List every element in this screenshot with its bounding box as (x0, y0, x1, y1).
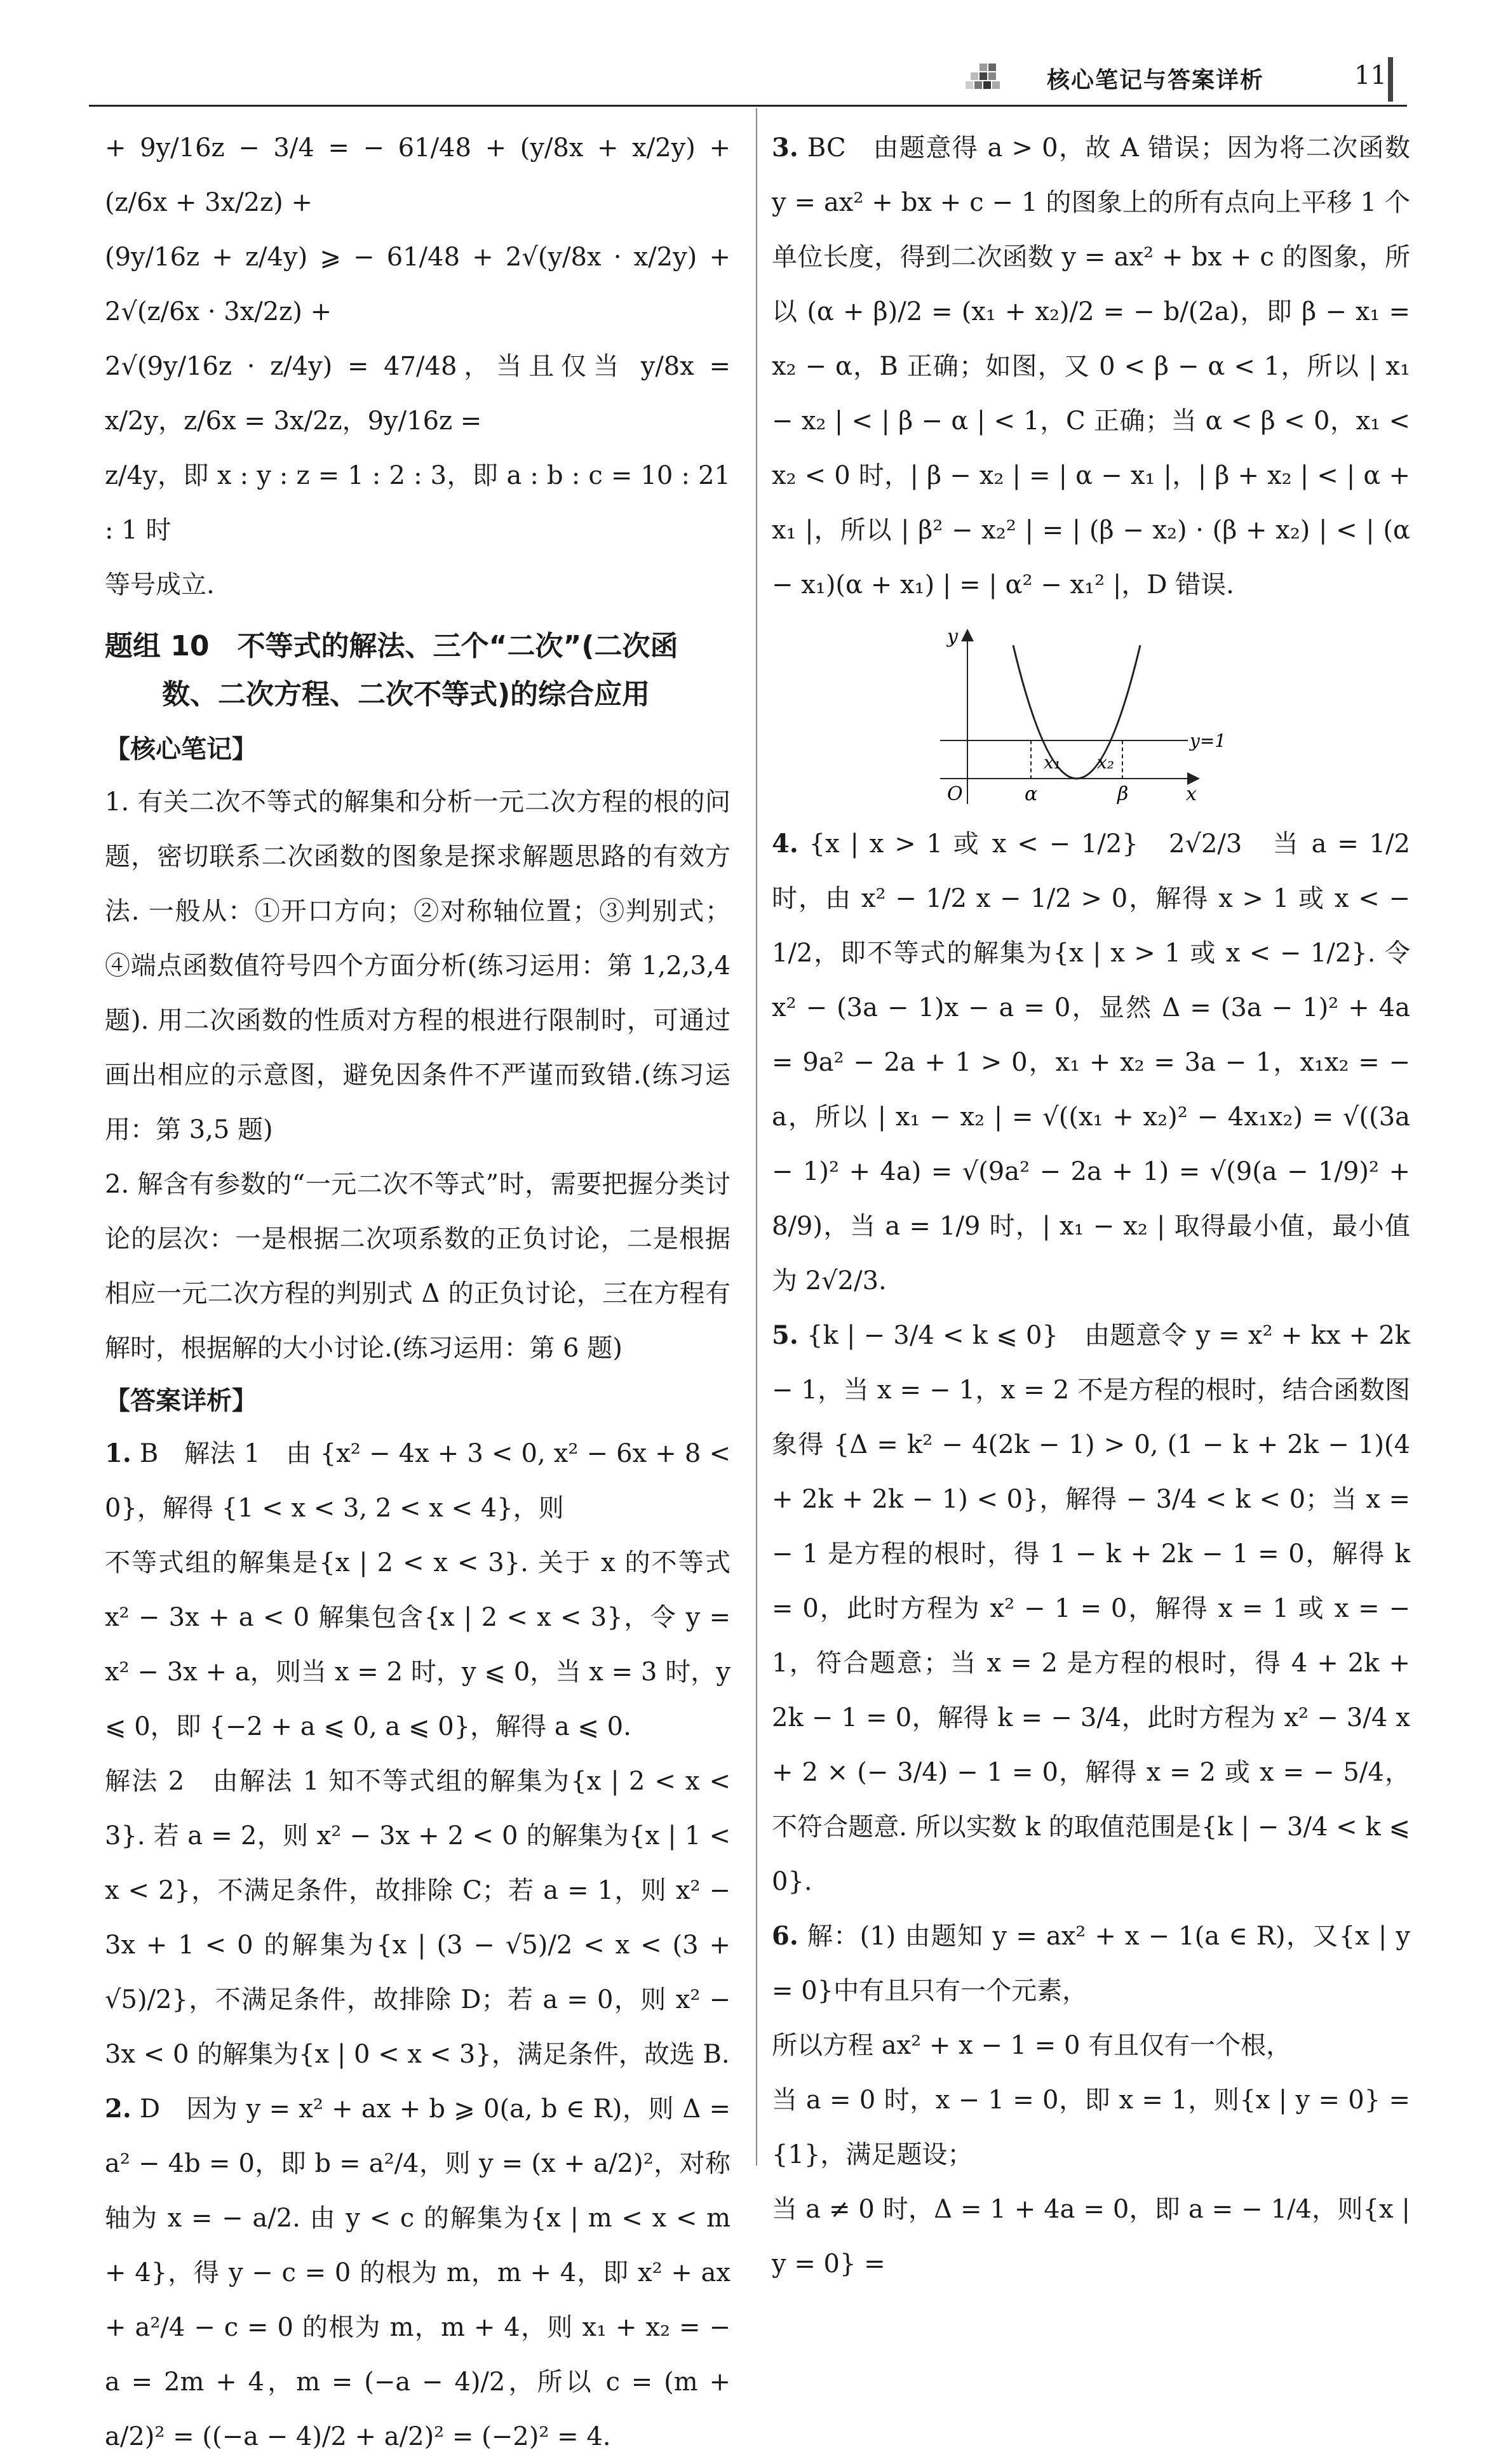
answer-item (105, 2082, 730, 2464)
page-number: 11 (1354, 61, 1387, 90)
answer-item (105, 1426, 730, 1536)
parabola-graph (931, 620, 1227, 810)
header-bar (1388, 57, 1393, 102)
header-rule (89, 105, 1407, 107)
text-line: z/4y，即 x : y : z = 1 : 2 : 3，即 a : b : c = 10 : 21 : 1 时 (105, 461, 730, 545)
answers-heading: 【答案详析】 (105, 1386, 257, 1416)
section-title-line: 题组 10 不等式的解法、三个“二次”(二次函 (105, 630, 678, 662)
x1-label: x₁ (1044, 752, 1061, 773)
question-number: 2. (105, 2094, 131, 2124)
parabola-curve (1013, 645, 1140, 779)
answer-item (772, 121, 1410, 612)
answer-text: B 解法 1 由 {x² − 4x + 3 < 0, x² − 6x + 8 < 0}，解得 {1 < x < 3, 2 < x < 4}，则 (105, 1439, 730, 1523)
header-title: 核心笔记与答案详析 (1047, 67, 1265, 93)
answer-text: {x | x > 1 或 x < − 1/2} 2√2/3 当 a = 1/2 时，由 x² − 1/2 x − 1/2 > 0，解得 x > 1 或 x < − 1/2，即不等式的解集为{x | x > 1 或 x < − 1/2}. 令 x² − (3a − 1)x − a = 0，显然 Δ = (3a − 1)² + 4a = 9a² − 2a + 1 > 0，x₁ + x₂ = 3a − 1，x₁x₂ = − a，所以 | x₁ − x₂ | = √((x₁ + x₂)² − 4x₁x₂) = √((3a − 1)² + 4a) = √(9a² − 2a + 1) = √(9(a − 1/9)² + 8/9)，当 a = 1/9 时，| x₁ − x₂ | 取得最小值，最小值为 2√2/3. (772, 829, 1410, 1296)
page-header (966, 57, 1410, 102)
question-number: 5. (772, 1320, 798, 1350)
answer-text: 所以方程 ax² + x − 1 = 0 有且仅有一个根， (772, 2031, 1292, 2060)
section-title-line: 数、二次方程、二次不等式)的综合应用 (162, 678, 650, 711)
text-line: 等号成立. (105, 570, 215, 599)
core-note: 2. 解含有参数的“一元二次不等式”时，需要把握分类讨论的层次：一是根据二次项系数的正负讨论，二是根据相应一元二次方程的判别式 Δ 的正负讨论，三在方程有解时，根据解的大小讨论.(练习运用：第 6 题) (105, 1170, 730, 1363)
answer-text: 当 a ≠ 0 时，Δ = 1 + 4a = 0，即 a = − 1/4，则{x | y = 0} = (772, 2195, 1410, 2279)
answer-item (772, 1909, 1410, 2018)
grid-logo-icon (966, 64, 1004, 95)
origin-label: O (947, 783, 963, 805)
answer-item (772, 817, 1410, 1308)
core-notes-heading: 【核心笔记】 (105, 735, 257, 764)
answer-text: 当 a = 0 时，x − 1 = 0，即 x = 1，则{x | y = 0} = {1}，满足题设； (772, 2086, 1410, 2169)
answer-text: 不等式组的解集是{x | 2 < x < 3}. 关于 x 的不等式 x² − 3x + a < 0 解集包含{x | 2 < x < 3}，令 y = x² − 3x + a，则当 x = 2 时，y ⩽ 0，当 x = 3 时，y ⩽ 0，即 {−2 + a ⩽ 0, a ⩽ 0}，解得 a ⩽ 0. (105, 1548, 730, 1741)
alpha-label: α (1025, 783, 1038, 805)
line-label: y=1 (1190, 730, 1227, 751)
right-column (772, 121, 1410, 2291)
column-divider (756, 108, 757, 2166)
answer-item (772, 1308, 1410, 1909)
answer-text: BC 由题意得 a > 0，故 A 错误；因为将二次函数 y = ax² + bx + c − 1 的图象上的所有点向上平移 1 个单位长度，得到二次函数 y = ax² + bx + c 的图象，所以 (α + β)/2 = (x₁ + x₂)/2 = − b/(2a)，即 β − x₁ = x₂ − α，B 正确；如图，又 0 < β − α < 1，所以 | x₁ − x₂ | < | β − α | < 1，C 正确；当 α < β < 0，x₁ < x₂ < 0 时，| β − x₂ | = | α − x₁ |，| β + x₂ | < | α + x₁ |，所以 | β² − x₂² | = | (β − x₂) · (β + x₂) | < | (α − x₁)(α + x₁) | = | α² − x₁² |，D 错误. (772, 133, 1410, 599)
section-title (105, 622, 730, 719)
question-number: 1. (105, 1438, 131, 1468)
answer-text: {k | − 3/4 < k ⩽ 0} 由题意令 y = x² + kx + 2k − 1，当 x = − 1，x = 2 不是方程的根时，结合函数图象得 {Δ = k² − 4(2k − 1) > 0, (1 − k + 2k − 1)(4 + 2k + 2k − 1) < 0}，解得 − 3/4 < k < 0；当 x = − 1 是方程的根时，得 1 − k + 2k − 1 = 0，解得 k = 0，此时方程为 x² − 1 = 0，解得 x = 1 或 x = − 1，符合题意；当 x = 2 是方程的根时，得 4 + 2k + 2k − 1 = 0，解得 k = − 3/4，此时方程为 x² − 3/4 x + 2 × (− 3/4) − 1 = 0，解得 x = 2 或 x = − 5/4，不符合题意. 所以实数 k 的取值范围是{k | − 3/4 < k ⩽ 0}. (772, 1321, 1411, 1896)
text-line: + 9y/16z − 3/4 = − 61/48 + (y/8x + x/2y) + (z/6x + 3x/2z) + (105, 133, 730, 217)
left-column (105, 121, 730, 2464)
core-note: 1. 有关二次不等式的解集和分析一元二次方程的根的问题，密切联系二次函数的图象是探求解题思路的有效方法. 一般从：①开口方向；②对称轴位置；③判别式；④端点函数值符号四个方面分析(练习运用：第 1,2,3,4 题). 用二次函数的性质对方程的根进行限制时，可通过画出相应的示意图，避免因条件不严谨而致错.(练习运用：第 3,5 题) (105, 787, 730, 1144)
question-number: 4. (772, 829, 798, 859)
text-line: 2√(9y/16z · z/4y) = 47/48，当且仅当 y/8x = x/2y，z/6x = 3x/2z，9y/16z = (105, 352, 730, 436)
answer-text: 解法 2 由解法 1 知不等式组的解集为{x | 2 < x < 3}. 若 a = 2，则 x² − 3x + 2 < 0 的解集为{x | 1 < x < 2}，不满足条件，故排除 C；若 a = 1，则 x² − 3x + 1 < 0 的解集为{x | (3 − √5)/2 < x < (3 + √5)/2}，不满足条件，故排除 D；若 a = 0，则 x² − 3x < 0 的解集为{x | 0 < x < 3}，满足条件，故选 B. (105, 1767, 730, 2069)
x-axis-label: x (1186, 783, 1197, 805)
answer-text: D 因为 y = x² + ax + b ⩾ 0(a, b ∈ R)，则 Δ = a² − 4b = 0，即 b = a²/4，则 y = (x + a/2)²，对称轴为 x = − a/2. 由 y < c 的解集为{x | m < x < m + 4}，得 y − c = 0 的根为 m，m + 4，即 x² + ax + a²/4 − c = 0 的根为 m，m + 4，则 x₁ + x₂ = − a = 2m + 4，m = (−a − 4)/2，所以 c = (m + a/2)² = ((−a − 4)/2 + a/2)² = (−2)² = 4. (105, 2094, 730, 2451)
beta-label: β (1117, 783, 1129, 805)
question-number: 6. (772, 1921, 798, 1951)
text-line: (9y/16z + z/4y) ⩾ − 61/48 + 2√(y/8x · x/2y) + 2√(z/6x · 3x/2z) + (105, 243, 730, 326)
answer-text: 解：(1) 由题知 y = ax² + x − 1(a ∈ R)，又{x | y = 0}中有且只有一个元素， (772, 1922, 1410, 2005)
x2-label: x₂ (1097, 752, 1115, 773)
y-axis-label: y (947, 626, 958, 648)
question-number: 3. (772, 133, 798, 163)
